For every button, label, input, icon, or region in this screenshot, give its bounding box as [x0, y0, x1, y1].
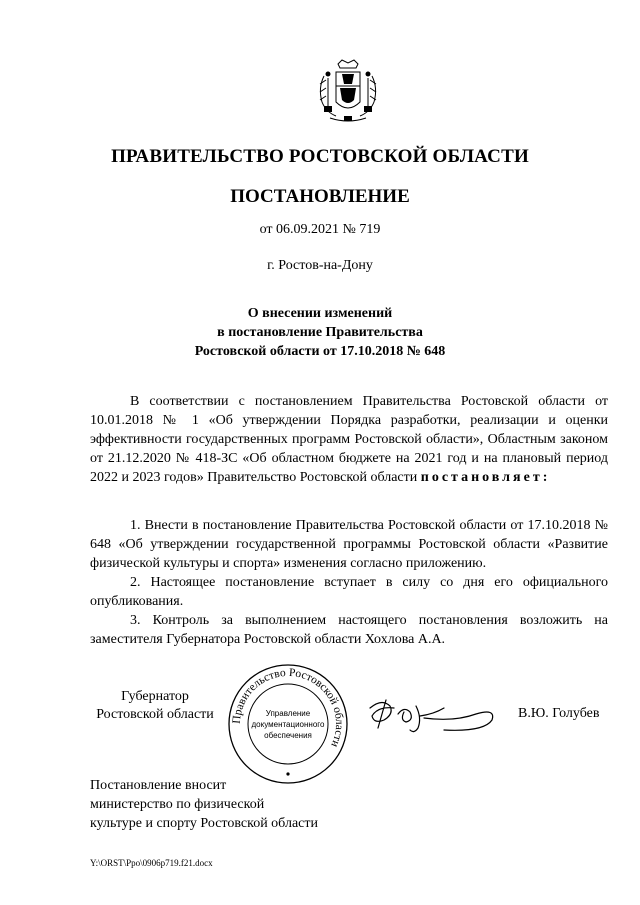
position-line: Губернатор [121, 689, 189, 704]
signatory-position [90, 688, 220, 724]
decree-items [90, 516, 608, 649]
stamp-center-line: документационного [251, 720, 325, 729]
stamp-center-line: обеспечения [264, 731, 312, 740]
decree-item: 1. Внести в постановление Правительства Ростовской области от 17.10.2018 № 648 «Об утверждении государственной программы Ростовской области «Развитие физической культуры и спорта» изменения согласно приложению. [90, 518, 608, 571]
note-line: культуре и спорту Ростовской области [90, 816, 318, 831]
preamble-text: В соответствии с постановлением Правительства Ростовской области от 10.01.2018 № 1 «Об утверждении Порядка разработки, реализации и оценки эффективности государственных программ Ростовской области», Областным законом от 21.12.2020 № 418-ЗС «Об областном бюджете на 2021 год и на плановый период 2022 и 2023 годов» Правительство Ростовской области [90, 394, 608, 485]
coat-of-arms-emblem [316, 58, 380, 126]
decree-item: 3. Контроль за выполнением настоящего постановления возложить на заместителя Губернатора Ростовской области Хохлова А.А. [90, 613, 608, 647]
subject-line: в постановление Правительства [217, 325, 423, 340]
submitted-by-note [90, 776, 318, 833]
stamp-center-line: Управление [265, 709, 311, 718]
document-type: ПОСТАНОВЛЕНИЕ [230, 186, 410, 207]
document-subject [0, 304, 640, 361]
note-line: Постановление вносит [90, 778, 227, 793]
decree-word: постановляет: [420, 470, 551, 485]
subject-line: О внесении изменений [247, 306, 393, 321]
document-date-number: от 06.09.2021 № 719 [259, 222, 381, 237]
decree-item: 2. Настоящее постановление вступает в силу со дня его официального опубликования. [90, 575, 608, 609]
preamble-paragraph [90, 392, 608, 487]
official-stamp [226, 662, 350, 786]
file-path: Y:\ORST\Ppo\0906p719.f21.docx [90, 858, 213, 868]
signatory-name: В.Ю. Голубев [518, 706, 600, 721]
stamp-ring-text: Правительство Ростовской области [230, 666, 346, 749]
subject-line: Ростовской области от 17.10.2018 № 648 [194, 344, 446, 359]
document-place: г. Ростов-на-Дону [267, 258, 373, 273]
handwritten-signature [364, 694, 498, 738]
position-line: Ростовской области [96, 707, 214, 722]
government-title: ПРАВИТЕЛЬСТВО РОСТОВСКОЙ ОБЛАСТИ [111, 146, 529, 167]
note-line: министерство по физической [90, 797, 265, 812]
